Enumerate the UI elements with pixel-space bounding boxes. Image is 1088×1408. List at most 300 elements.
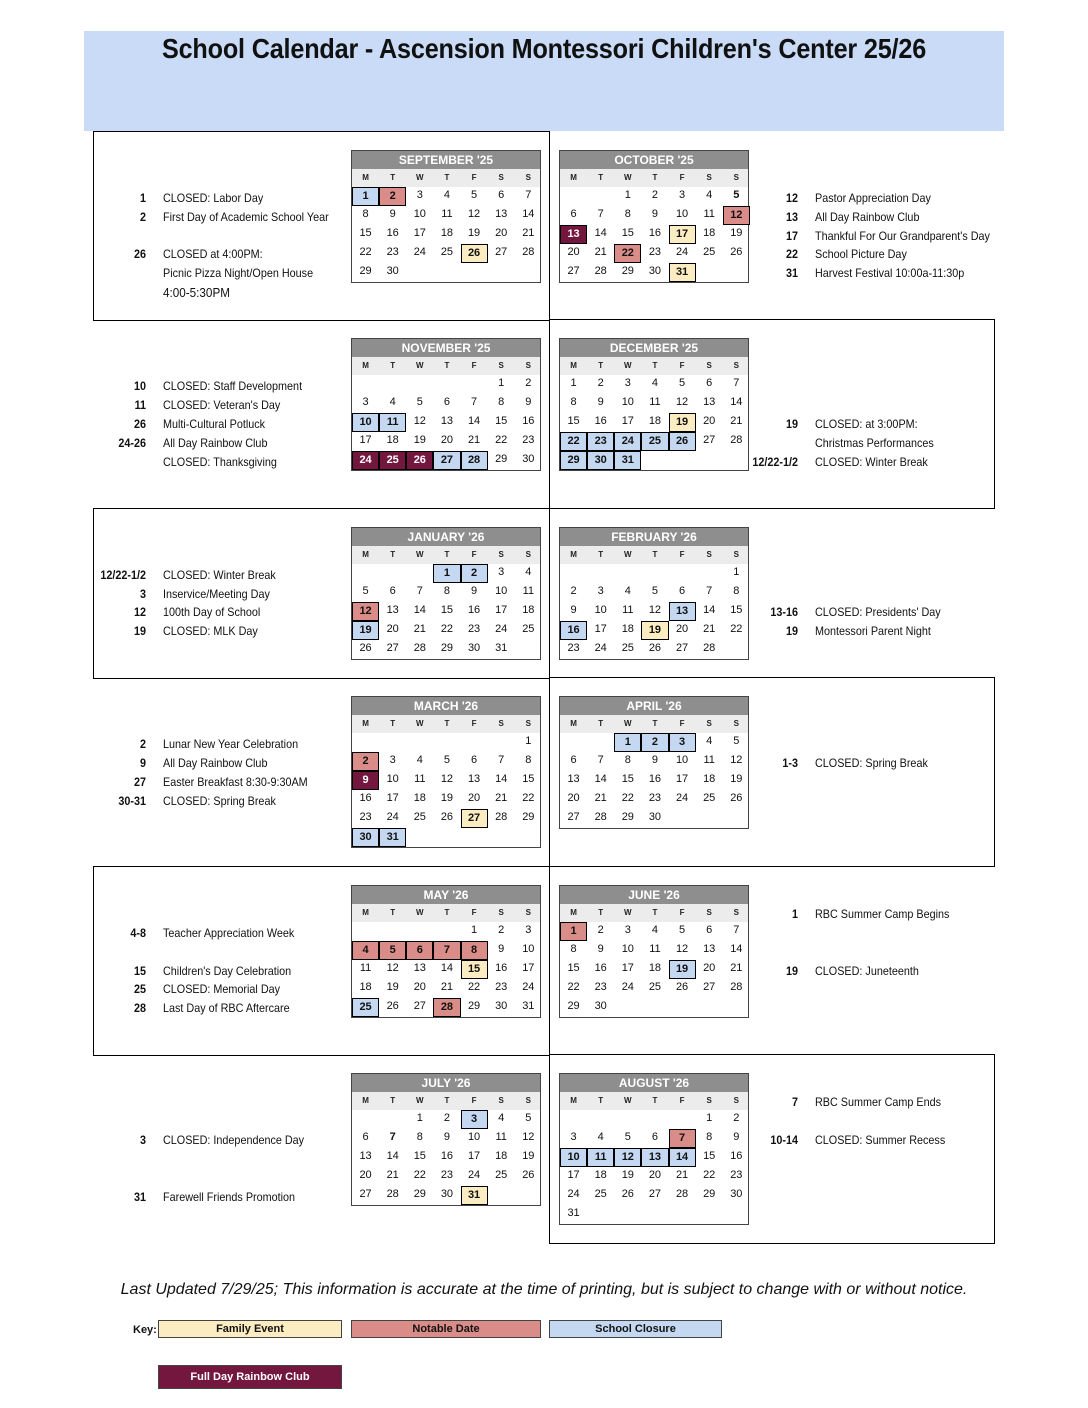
event-date: 11	[134, 398, 146, 412]
day-cell: 24	[386, 811, 399, 823]
day-cell: 22	[467, 981, 481, 993]
day-cell: 13	[703, 943, 716, 955]
day-cell: 11	[703, 208, 715, 220]
day-cell: 10	[594, 604, 607, 616]
weekday-label: S	[525, 908, 531, 917]
day-cell: 23	[648, 792, 662, 804]
event-description: All Day Rainbow Club	[163, 436, 268, 450]
day-cell: 10	[621, 396, 634, 408]
day-cell: 13	[560, 225, 587, 244]
day-cell: 20	[495, 227, 508, 239]
weekday-label: T	[598, 361, 604, 370]
day-cell: 14	[594, 773, 607, 785]
week-row	[560, 771, 748, 790]
weekday-row	[352, 1092, 540, 1110]
week-row	[560, 263, 748, 282]
empty-day-cell	[406, 564, 433, 583]
week-row	[352, 941, 540, 960]
day-cell: 19	[352, 621, 379, 640]
day-cell: 16	[467, 604, 481, 616]
empty-day-cell	[488, 828, 515, 847]
day-cell: 21	[594, 792, 607, 804]
day-cell: 19	[386, 981, 399, 993]
week-row	[352, 225, 540, 244]
day-cell: 3	[679, 189, 686, 201]
week-row	[352, 394, 540, 413]
empty-day-cell	[723, 809, 750, 828]
month-calendar	[559, 1073, 749, 1225]
day-cell: 8	[570, 943, 577, 955]
event-date: 19	[785, 624, 798, 638]
day-cell: 17	[467, 1150, 481, 1162]
weekday-label: T	[652, 719, 658, 728]
weekday-label: S	[706, 719, 712, 728]
day-cell: 10	[675, 208, 689, 220]
month-calendar	[351, 338, 541, 471]
day-cell: 10	[675, 754, 689, 766]
day-cell: 26	[440, 811, 454, 823]
week-row	[560, 640, 748, 659]
weekday-label: S	[498, 173, 504, 182]
day-cell: 27	[386, 642, 399, 654]
empty-day-cell	[488, 263, 515, 282]
key-rainbow-club: Full Day Rainbow Club	[158, 1365, 342, 1389]
day-cell: 10	[413, 208, 426, 220]
month-header: MAY '26	[352, 886, 540, 904]
week-row	[352, 1167, 540, 1186]
day-cell: 5	[733, 735, 740, 747]
day-cell: 26	[675, 981, 689, 993]
day-cell: 31	[669, 263, 696, 282]
weekday-label: W	[624, 173, 632, 182]
empty-day-cell	[560, 187, 587, 206]
day-cell: 6	[443, 396, 450, 408]
weekday-label: T	[652, 361, 658, 370]
day-cell: 27	[675, 642, 689, 654]
day-cell: 24	[614, 432, 641, 451]
empty-day-cell	[433, 375, 460, 394]
weekday-label: M	[570, 908, 577, 917]
day-cell: 14	[730, 396, 743, 408]
day-cell: 22	[560, 432, 587, 451]
weekday-label: F	[471, 908, 477, 917]
empty-day-cell	[379, 375, 406, 394]
week-row	[352, 187, 540, 206]
empty-day-cell	[669, 451, 696, 470]
weekday-row	[352, 546, 540, 564]
month-header: NOVEMBER '25	[352, 339, 540, 357]
day-cell: 20	[567, 246, 580, 258]
day-cell: 2	[461, 564, 488, 583]
day-cell: 27	[495, 246, 508, 258]
event-description: Easter Breakfast 8:30-9:30AM	[163, 775, 308, 789]
day-cell: 14	[467, 415, 481, 427]
day-cell: 1	[570, 377, 577, 389]
event-description: Multi-Cultural Potluck	[163, 417, 266, 431]
weekday-label: W	[416, 908, 424, 917]
day-cell: 24	[621, 981, 634, 993]
day-cell: 16	[594, 962, 607, 974]
day-cell: 17	[495, 604, 508, 616]
week-row	[352, 922, 540, 941]
day-cell: 31	[495, 642, 508, 654]
event-description: CLOSED: Staff Development	[163, 379, 303, 393]
empty-day-cell	[433, 828, 460, 847]
day-cell: 23	[359, 811, 372, 823]
weekday-label: M	[362, 550, 369, 559]
week-row	[560, 187, 748, 206]
week-row	[352, 432, 540, 451]
empty-day-cell	[723, 640, 750, 659]
week-row	[352, 1148, 540, 1167]
weekday-label: S	[498, 1096, 504, 1105]
day-cell: 6	[570, 754, 577, 766]
day-cell: 7	[597, 754, 604, 766]
page-title: School Calendar - Ascension Montessori Children's Center 25/26	[161, 33, 927, 64]
day-cell: 4	[651, 377, 658, 389]
day-cell: 2	[597, 924, 604, 936]
day-cell: 16	[730, 1150, 743, 1162]
weekday-row	[352, 357, 540, 375]
day-cell: 1	[416, 1112, 423, 1124]
empty-day-cell	[352, 922, 379, 941]
week-row	[560, 1110, 748, 1129]
day-cell: 10	[522, 943, 535, 955]
empty-day-cell	[669, 998, 696, 1017]
weekday-label: M	[362, 1096, 369, 1105]
event-description: CLOSED: Memorial Day	[163, 982, 281, 996]
day-cell: 2	[570, 585, 577, 597]
empty-day-cell	[587, 733, 614, 752]
week-row	[560, 583, 748, 602]
day-cell: 5	[379, 941, 406, 960]
event-description: First Day of Academic School Year	[163, 210, 329, 224]
day-cell: 26	[406, 451, 433, 470]
day-cell: 11	[522, 585, 535, 597]
event-description: 100th Day of School	[163, 605, 261, 619]
week-row	[352, 960, 540, 979]
day-cell: 11	[379, 413, 406, 432]
day-cell: 28	[461, 451, 488, 470]
week-row	[560, 960, 748, 979]
day-cell: 31	[379, 828, 406, 847]
day-cell: 18	[703, 773, 716, 785]
weekday-label: F	[679, 550, 685, 559]
day-cell: 1	[706, 1112, 713, 1124]
event-description: CLOSED: Labor Day	[163, 191, 264, 205]
day-cell: 28	[703, 642, 716, 654]
day-cell: 31	[567, 1207, 580, 1219]
empty-day-cell	[587, 1110, 614, 1129]
week-row	[560, 752, 748, 771]
week-row	[560, 998, 748, 1017]
day-cell: 6	[679, 585, 686, 597]
day-cell: 3	[362, 396, 369, 408]
day-cell: 29	[621, 811, 634, 823]
event-description: CLOSED: Veteran's Day	[163, 398, 281, 412]
weekday-label: S	[525, 719, 531, 728]
day-cell: 27	[433, 451, 460, 470]
weekday-label: T	[652, 908, 658, 917]
day-cell: 21	[440, 981, 454, 993]
weekday-label: M	[362, 719, 369, 728]
day-cell: 17	[522, 962, 535, 974]
day-cell: 9	[651, 208, 658, 220]
month-calendar	[351, 527, 541, 660]
day-cell: 23	[386, 246, 399, 258]
weekday-label: W	[624, 1096, 632, 1105]
day-cell: 26	[386, 1000, 399, 1012]
day-cell: 18	[413, 792, 426, 804]
empty-day-cell	[560, 564, 587, 583]
week-row	[352, 1129, 540, 1148]
empty-day-cell	[352, 733, 379, 752]
day-cell: 27	[461, 809, 488, 828]
week-row	[560, 621, 748, 640]
day-cell: 19	[440, 792, 454, 804]
weekday-label: T	[390, 550, 396, 559]
weekday-label: F	[471, 550, 477, 559]
day-cell: 27	[567, 811, 580, 823]
day-cell: 27	[359, 1188, 372, 1200]
day-cell: 15	[440, 604, 454, 616]
weekday-label: T	[390, 719, 396, 728]
weekday-label: S	[706, 908, 712, 917]
day-cell: 27	[703, 981, 716, 993]
day-cell: 28	[413, 642, 426, 654]
week-row	[352, 564, 540, 583]
day-cell: 8	[733, 585, 740, 597]
event-date: 31	[785, 266, 798, 280]
event-date: 30-31	[118, 794, 146, 808]
event-description: CLOSED: Spring Break	[815, 756, 928, 770]
weekday-label: F	[679, 908, 685, 917]
day-cell: 6	[651, 1131, 658, 1143]
day-cell: 18	[648, 415, 662, 427]
day-cell: 3	[624, 924, 631, 936]
day-cell: 13	[495, 208, 508, 220]
month-calendar	[559, 338, 749, 471]
event-description: CLOSED: Summer Recess	[815, 1133, 946, 1147]
day-cell: 15	[359, 227, 372, 239]
day-cell: 22	[567, 981, 580, 993]
day-cell: 14	[730, 943, 743, 955]
month-calendar	[351, 1073, 541, 1206]
day-cell: 24	[352, 451, 379, 470]
day-cell: 23	[467, 623, 481, 635]
day-cell: 12	[648, 604, 662, 616]
day-cell: 12	[386, 962, 399, 974]
day-cell: 15	[703, 1150, 716, 1162]
day-cell: 13	[567, 773, 580, 785]
day-cell: 28	[386, 1188, 399, 1200]
day-cell: 7	[498, 754, 505, 766]
day-cell: 5	[679, 377, 686, 389]
empty-day-cell	[433, 922, 460, 941]
day-cell: 7	[597, 208, 604, 220]
day-cell: 4	[498, 1112, 505, 1124]
day-cell: 29	[413, 1188, 426, 1200]
week-row	[560, 1167, 748, 1186]
event-description: CLOSED: Winter Break	[815, 455, 928, 469]
weekday-label: S	[498, 719, 504, 728]
weekday-label: M	[570, 1096, 577, 1105]
day-cell: 14	[703, 604, 716, 616]
day-cell: 27	[413, 1000, 426, 1012]
day-cell: 4	[706, 189, 713, 201]
weekday-label: T	[444, 173, 450, 182]
event-date: 12/22-1/2	[752, 455, 798, 469]
empty-day-cell	[515, 263, 542, 282]
day-cell: 28	[730, 434, 743, 446]
empty-day-cell	[433, 263, 460, 282]
event-date: 2	[139, 737, 146, 751]
day-cell: 20	[440, 434, 454, 446]
event-date: 22	[785, 247, 798, 261]
weekday-label: S	[498, 361, 504, 370]
day-cell: 30	[386, 265, 399, 277]
weekday-label: S	[733, 1096, 739, 1105]
day-cell: 3	[597, 585, 604, 597]
week-row	[352, 451, 540, 470]
weekday-label: T	[598, 1096, 604, 1105]
event-description: Lunar New Year Celebration	[163, 737, 299, 751]
day-cell: 1	[525, 735, 532, 747]
weekday-label: W	[416, 361, 424, 370]
day-cell: 10	[621, 943, 634, 955]
day-cell: 3	[416, 189, 423, 201]
month-calendar	[559, 150, 749, 283]
day-cell: 23	[495, 981, 508, 993]
day-cell: 6	[570, 208, 577, 220]
week-row	[352, 809, 540, 828]
day-cell: 11	[622, 604, 634, 616]
weekday-label: S	[733, 361, 739, 370]
day-cell: 24	[495, 623, 508, 635]
event-description: Montessori Parent Night	[815, 624, 931, 638]
day-cell: 21	[386, 1169, 399, 1181]
day-cell: 7	[706, 585, 713, 597]
event-date: 13	[785, 210, 798, 224]
weekday-label: W	[624, 908, 632, 917]
day-cell: 26	[522, 1169, 535, 1181]
day-cell: 10	[386, 773, 399, 785]
day-cell: 20	[467, 792, 481, 804]
day-cell: 15	[621, 227, 634, 239]
day-cell: 16	[560, 621, 587, 640]
month-header: SEPTEMBER '25	[352, 151, 540, 169]
week-row	[352, 640, 540, 659]
weekday-row	[560, 169, 748, 187]
day-cell: 7	[733, 377, 740, 389]
day-cell: 24	[522, 981, 535, 993]
day-cell: 4	[389, 396, 396, 408]
weekday-label: F	[471, 1096, 477, 1105]
weekday-label: T	[598, 719, 604, 728]
day-cell: 1	[624, 189, 631, 201]
empty-day-cell	[515, 828, 542, 847]
day-cell: 4	[651, 924, 658, 936]
day-cell: 30	[440, 1188, 454, 1200]
day-cell: 28	[522, 246, 535, 258]
day-cell: 28	[594, 811, 607, 823]
day-cell: 29	[495, 453, 508, 465]
day-cell: 18	[621, 623, 634, 635]
week-row	[560, 394, 748, 413]
month-header: JUNE '26	[560, 886, 748, 904]
day-cell: 3	[669, 733, 696, 752]
day-cell: 13	[467, 773, 481, 785]
day-cell: 22	[614, 244, 641, 263]
day-cell: 25	[413, 811, 426, 823]
week-row	[560, 413, 748, 432]
month-calendar	[559, 885, 749, 1018]
day-cell: 22	[703, 1169, 716, 1181]
weekday-label: T	[652, 1096, 658, 1105]
empty-day-cell	[587, 187, 614, 206]
day-cell: 4	[597, 1131, 604, 1143]
day-cell: 19	[467, 227, 481, 239]
day-cell: 22	[621, 792, 634, 804]
week-row	[560, 979, 748, 998]
day-cell: 23	[594, 981, 607, 993]
empty-day-cell	[723, 1205, 750, 1224]
empty-day-cell	[379, 564, 406, 583]
day-cell: 21	[467, 434, 481, 446]
event-description: CLOSED at 4:00PM:	[163, 247, 263, 261]
day-cell: 29	[703, 1188, 716, 1200]
event-date: 26	[133, 417, 146, 431]
day-cell: 9	[597, 396, 604, 408]
key-school-closure: School Closure	[549, 1320, 722, 1338]
day-cell: 16	[495, 962, 508, 974]
event-description: Christmas Performances	[815, 436, 934, 450]
day-cell: 3	[624, 377, 631, 389]
day-cell: 14	[669, 1148, 696, 1167]
day-cell: 23	[730, 1169, 743, 1181]
day-cell: 26	[669, 432, 696, 451]
day-cell: 5	[471, 189, 478, 201]
day-cell: 12	[467, 208, 481, 220]
day-cell: 2	[443, 1112, 450, 1124]
day-cell: 17	[413, 227, 426, 239]
empty-day-cell	[614, 1205, 641, 1224]
day-cell: 28	[433, 998, 460, 1017]
week-row	[560, 375, 748, 394]
day-cell: 13	[641, 1148, 668, 1167]
day-cell: 29	[522, 811, 535, 823]
empty-day-cell	[406, 828, 433, 847]
footnote: Last Updated 7/29/25; This information is accurate at the time of printing, but is subject to change with or without notice.	[120, 1281, 968, 1298]
day-cell: 8	[624, 754, 631, 766]
weekday-label: W	[624, 550, 632, 559]
day-cell: 29	[440, 642, 454, 654]
event-description: CLOSED: Winter Break	[163, 568, 276, 582]
day-cell: 14	[522, 208, 535, 220]
empty-day-cell	[406, 375, 433, 394]
week-row	[352, 206, 540, 225]
day-cell: 18	[594, 1169, 607, 1181]
empty-day-cell	[669, 809, 696, 828]
week-row	[560, 790, 748, 809]
empty-day-cell	[614, 998, 641, 1017]
week-row	[352, 828, 540, 847]
weekday-label: M	[362, 173, 369, 182]
weekday-label: M	[362, 361, 369, 370]
day-cell: 24	[594, 642, 607, 654]
day-cell: 19	[669, 413, 696, 432]
day-cell: 7	[433, 941, 460, 960]
